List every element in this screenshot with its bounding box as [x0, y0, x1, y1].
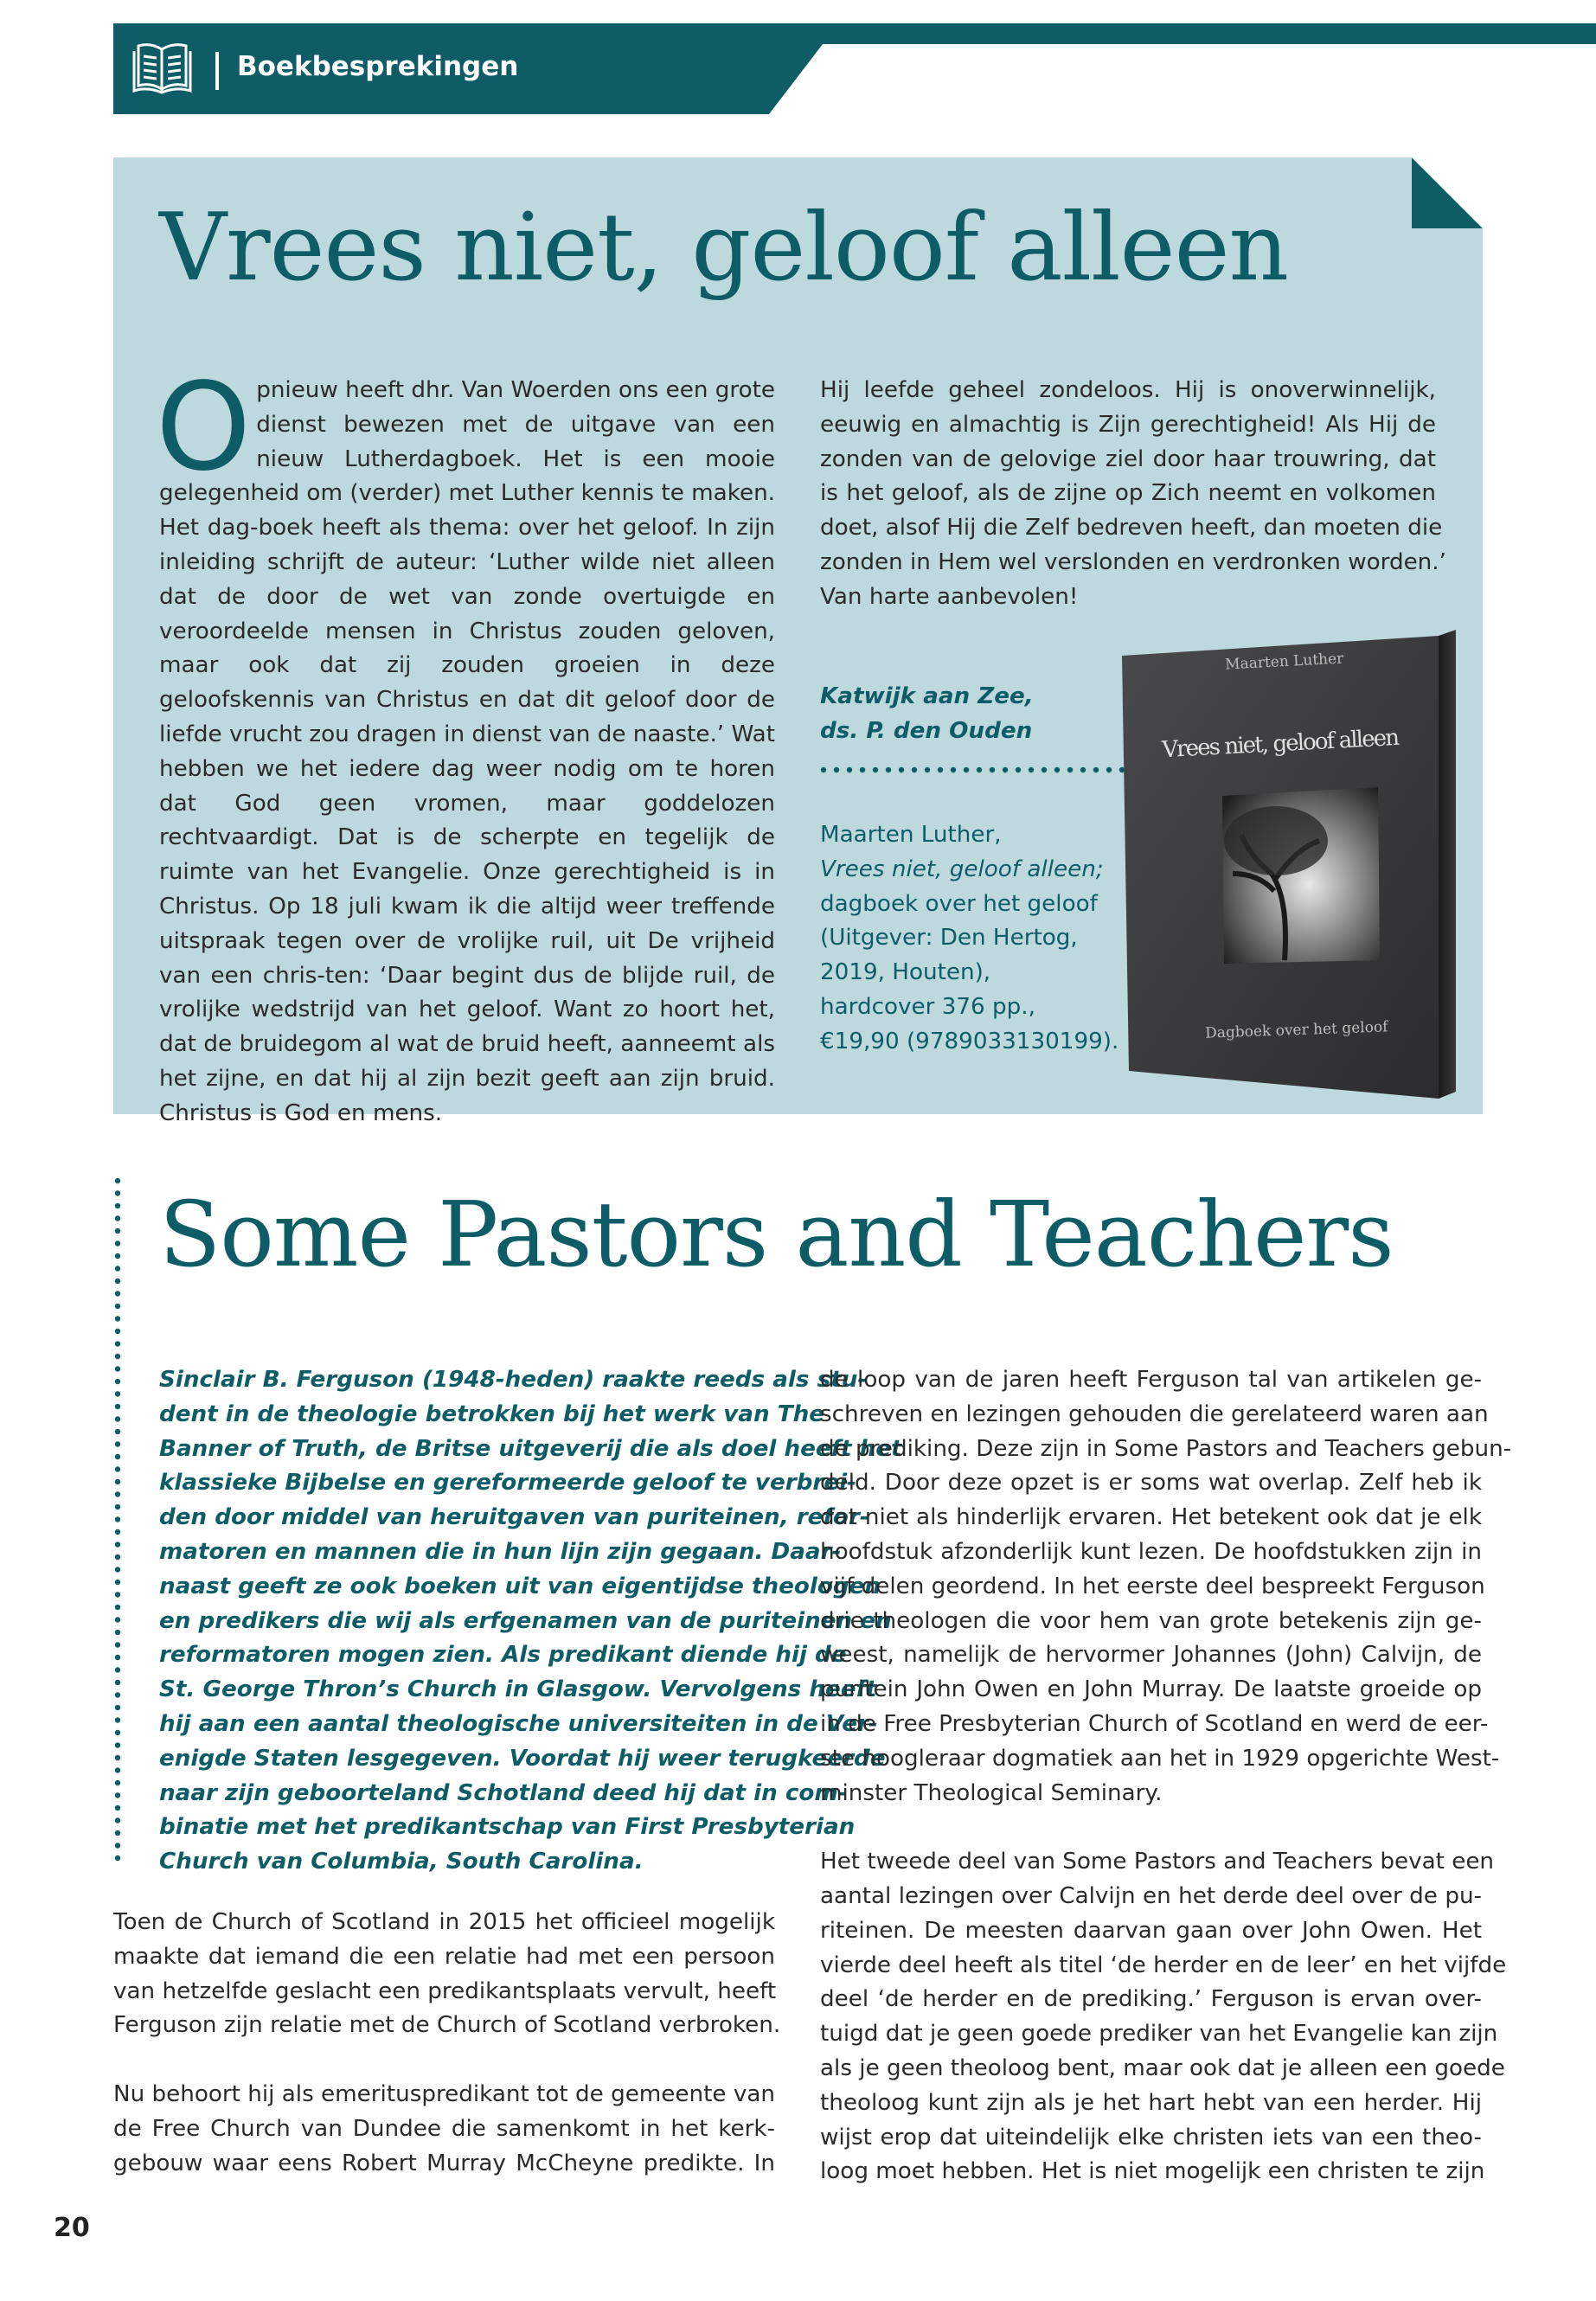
divider-dot — [115, 1291, 120, 1296]
text-line: maakte dat iemand die een relatie had met een persoon — [113, 1943, 775, 1970]
divider-dot — [115, 1516, 120, 1522]
divider-dot — [115, 1366, 120, 1371]
divider-dot — [115, 1617, 120, 1622]
intro-line: klassieke Bijbelse en gereformeerde geloof te verbrei- — [159, 1470, 856, 1497]
text-line: tuigd dat je geen goede prediker van het Evangelie kan zijn — [820, 2021, 1498, 2048]
intro-line: dent in de theologie betrokken bij het werk van The — [159, 1400, 825, 1427]
cover-title: Vrees niet, geloof alleen — [1161, 724, 1401, 764]
intro-line: hij aan een aantal theologische universiteiten in de Ver- — [159, 1710, 878, 1737]
intro-line: matoren en mannen die in hun lijn zijn gegaan. Daar- — [159, 1538, 842, 1565]
divider-dot — [115, 1792, 120, 1798]
divider-dot — [115, 1178, 120, 1183]
intro-line: naar zijn geboorteland Schotland deed hij dat in com- — [159, 1779, 848, 1806]
text-line: wijst erop dat uiteindelijk elke christen iets van een theo- — [820, 2124, 1482, 2150]
text-line: Ferguson zijn relatie met de Church of Scotland verbroken. — [113, 2012, 781, 2039]
intro-line: naast geeft ze ook boeken uit van eigentijdse theologen — [159, 1573, 881, 1599]
text-line: dat niet als hinderlijk ervaren. Het betekent ook dat je elk — [820, 1504, 1482, 1531]
divider-dot — [115, 1856, 120, 1861]
divider-dot — [115, 1830, 120, 1836]
divider-dot — [115, 1466, 120, 1471]
text-line: gebouw waar eens Robert Murray McCheyne predikte. In — [113, 2150, 775, 2176]
intro-line: enigde Staten lesgegeven. Voordat hij weer terugkeerde — [159, 1745, 886, 1772]
dotted-divider — [820, 766, 1140, 773]
divider-dot — [115, 1705, 120, 1710]
text-line: de Free Church van Dundee die samenkomt in het kerk- — [113, 2115, 775, 2142]
divider-dot — [115, 1529, 120, 1535]
text-line: deld. Door deze opzet is er soms wat overlap. Zelf heb ik — [820, 1470, 1482, 1497]
text-line: puritein John Owen en John Murray. De laatste groeide op — [820, 1676, 1482, 1703]
divider-dot — [115, 1580, 120, 1585]
divider-dot — [115, 1730, 120, 1735]
book-format: hardcover 376 pp., — [820, 993, 1035, 1020]
text-line: vierde deel heeft als titel ‘de herder en de leer’ en het vijfde — [820, 1952, 1507, 1978]
drop-cap: O — [156, 357, 252, 498]
text-line: aantal lezingen over Calvijn en het derde deel over de pu- — [820, 1882, 1482, 1909]
divider-dot — [115, 1817, 120, 1823]
dotted-vertical-divider — [113, 1176, 122, 1868]
signature-name: ds. P. den Ouden — [820, 717, 1033, 744]
divider-dot — [115, 1316, 120, 1321]
divider-dot — [115, 1667, 120, 1672]
divider-dot — [115, 1717, 120, 1722]
text-line: de loop van de jaren heeft Ferguson tal van artikelen ge- — [820, 1367, 1482, 1393]
text-line: hoofdstuk afzonderlijk kunt lezen. De hoofdstukken zijn in — [820, 1538, 1482, 1565]
review-body-text: pnieuw heeft dhr. Van Woerden ons een grote dienst bewezen met de uitgave van een nieuw Lutherdagboek. Het is een mooie gelegenheid om (verder) met Luther kennis te maken. Het dag-boek heeft als thema: over het geloof. In zijn inleiding schrijft de auteur: ‘Luther wilde niet alleen dat de door de wet van zonde overtuigde en veroordeelde mensen in Christus zouden geloven, maar ook dat zij zouden groeien in deze geloofskennis van Christus en dat dit geloof door de liefde vrucht zou dragen in dienst van de naaste.’ Wat hebben we het iedere dag weer nodig om te horen dat God geen vromen, maar goddelozen rechtvaardigt. Dat is de scherpte en tegelijk de ruimte van het Evangelie. Onze gerechtigheid is in Christus. Op 18 juli kwam ik die altijd weer treffende uitspraak tegen over de vrolijke ruil, uit De vrijheid van een chris-ten: ‘Daar begint dus de blijde ruil, de vrolijke wedstrijd van het geloof. Want zo hoort het, dat de bruidegom al wat de bruid heeft, aanneemt als het zijne, en dat hij al zijn bezit geeft aan zijn bruid. Christus is God en mens. — [159, 377, 775, 1126]
divider-dot — [115, 1655, 120, 1660]
divider-dot — [115, 1755, 120, 1760]
article-left-column — [113, 1906, 781, 2181]
section-label: Boekbesprekingen — [237, 51, 519, 82]
divider-dot — [115, 1742, 120, 1747]
text-line: Van harte aanbevolen! — [820, 583, 1079, 610]
divider-dot — [115, 1692, 120, 1697]
divider-dot — [115, 1805, 120, 1811]
cover-author: Maarten Luther — [1224, 650, 1344, 674]
intro-line: Sinclair B. Ferguson (1948-heden) raakte reeds als stu- — [159, 1367, 868, 1393]
book-year-place: 2019, Houten), — [820, 959, 991, 986]
cover-subtitle: Dagboek over het geloof — [1204, 1018, 1388, 1042]
divider-dot — [115, 1190, 120, 1195]
text-line: weest, namelijk de hervormer Johannes (John) Calvijn, de — [820, 1642, 1482, 1669]
divider-dot — [115, 1592, 120, 1597]
text-line: zonden in Hem wel verslonden en verdronken worden.’ — [820, 548, 1446, 575]
review-title: Vrees niet, geloof alleen — [159, 194, 1289, 302]
book-cover-image — [1112, 614, 1458, 1099]
book-price-isbn: €19,90 (9789033130199). — [820, 1028, 1119, 1054]
divider-dot — [115, 1567, 120, 1572]
intro-line: Church van Columbia, South Carolina. — [159, 1849, 644, 1875]
divider-dot — [115, 1780, 120, 1785]
book-author: Maarten Luther, — [820, 822, 1002, 848]
divider-dot — [115, 1491, 120, 1497]
review-right-column — [820, 374, 1446, 615]
divider-dot — [115, 1341, 120, 1346]
intro-line: den door middel van heruitgaven van puriteinen, refor- — [159, 1504, 869, 1531]
book-publisher: (Uitgever: Den Hertog, — [820, 925, 1078, 952]
text-line: schreven en lezingen gehouden die gerelateerd waren aan — [820, 1400, 1489, 1427]
divider-dot — [115, 1767, 120, 1772]
divider-dot — [115, 1479, 120, 1484]
article-right-column — [820, 1363, 1512, 2189]
text-line: ste hoogleraar dogmatiek aan het in 1929 opgerichte West- — [820, 1745, 1500, 1772]
header-separator — [215, 52, 219, 90]
divider-dot — [115, 1554, 120, 1560]
divider-dot — [115, 1605, 120, 1610]
book-title: Vrees niet, geloof alleen; — [820, 856, 1104, 882]
divider-dot — [115, 1541, 120, 1547]
article-intro — [159, 1363, 902, 1880]
book-details — [820, 818, 1149, 1060]
intro-line: Banner of Truth, de Britse uitgeverij die als doel heeft het — [159, 1435, 902, 1462]
divider-dot — [115, 1680, 120, 1685]
divider-dot — [115, 1228, 120, 1234]
divider-dot — [115, 1441, 120, 1446]
review-left-column — [156, 357, 775, 1131]
text-line: eeuwig en almachtig is Zijn gerechtigheid! Als Hij de — [820, 411, 1436, 438]
divider-dot — [115, 1416, 120, 1421]
divider-dot — [115, 1329, 120, 1334]
text-line: riteinen. De meesten daarvan gaan over John Owen. Het — [820, 1917, 1482, 1944]
divider-dot — [115, 1454, 120, 1459]
divider-dot — [115, 1429, 120, 1434]
divider-dot — [115, 1240, 120, 1246]
text-line: de prediking. Deze zijn in Some Pastors and Teachers gebun- — [820, 1435, 1512, 1462]
intro-line: St. George Thron’s Church in Glasgow. Vervolgens heeft — [159, 1676, 877, 1703]
divider-dot — [115, 1253, 120, 1259]
divider-dot — [115, 1354, 120, 1359]
divider-dot — [115, 1630, 120, 1635]
divider-dot — [115, 1279, 120, 1284]
text-line: minster Theological Seminary. — [820, 1779, 1163, 1806]
text-line: zonden van de gelovige ziel door haar trouwring, dat — [820, 445, 1436, 472]
divider-dot — [115, 1215, 120, 1221]
article-title: Some Pastors and Teachers — [159, 1182, 1394, 1287]
signature-place: Katwijk aan Zee, — [820, 683, 1034, 709]
divider-dot — [115, 1404, 120, 1409]
divider-dot — [115, 1266, 120, 1271]
open-book-icon — [130, 39, 195, 99]
text-line: drie theologen die voor hem van grote betekenis zijn ge- — [820, 1607, 1482, 1634]
intro-line: en predikers die wij als erfgenamen van de puriteinen en — [159, 1607, 892, 1634]
corner-fold — [1412, 157, 1483, 228]
divider-dot — [115, 1504, 120, 1509]
text-line: doet, alsof Hij die Zelf bedreven heeft, dan moeten die — [820, 515, 1443, 542]
divider-dot — [115, 1843, 120, 1848]
text-line: Nu behoort hij als emerituspredikant tot de gemeente van — [113, 2080, 775, 2107]
text-line: Het tweede deel van Some Pastors and Teachers bevat een — [820, 1849, 1495, 1875]
intro-line: binatie met het predikantschap van First Presbyterian — [159, 1814, 856, 1841]
text-line: als je geen theoloog bent, maar ook dat je alleen een goede — [820, 2054, 1505, 2081]
text-line: van hetzelfde geslacht een predikantsplaats vervult, heeft — [113, 1977, 777, 2004]
divider-dot — [115, 1379, 120, 1384]
text-line: Toen de Church of Scotland in 2015 het officieel mogelijk — [113, 1909, 775, 1935]
book-subtitle: dagboek over het geloof — [820, 890, 1098, 917]
text-line: is het geloof, als de zijne op Zich neemt en volkomen — [820, 480, 1436, 507]
divider-dot — [115, 1203, 120, 1208]
text-line: theoloog kunt zijn als je het hart hebt van een herder. Hij — [820, 2089, 1482, 2116]
divider-dot — [115, 1642, 120, 1647]
text-line: loog moet hebben. Het is niet mogelijk een christen te zijn — [820, 2158, 1485, 2185]
intro-line: reformatoren mogen zien. Als predikant diende hij de — [159, 1642, 847, 1669]
text-line: deel ‘de herder en de prediking.’ Ferguson is ervan over- — [820, 1986, 1482, 2013]
page-number: 20 — [54, 2213, 90, 2243]
divider-dot — [115, 1391, 120, 1396]
text-line: vijf delen geordend. In het eerste deel bespreekt Ferguson — [820, 1573, 1485, 1599]
divider-dot — [115, 1304, 120, 1309]
text-line: Hij leefde geheel zondeloos. Hij is onoverwinnelijk, — [820, 377, 1436, 403]
text-line: in de Free Presbyterian Church of Scotland en werd de eer- — [820, 1710, 1489, 1737]
